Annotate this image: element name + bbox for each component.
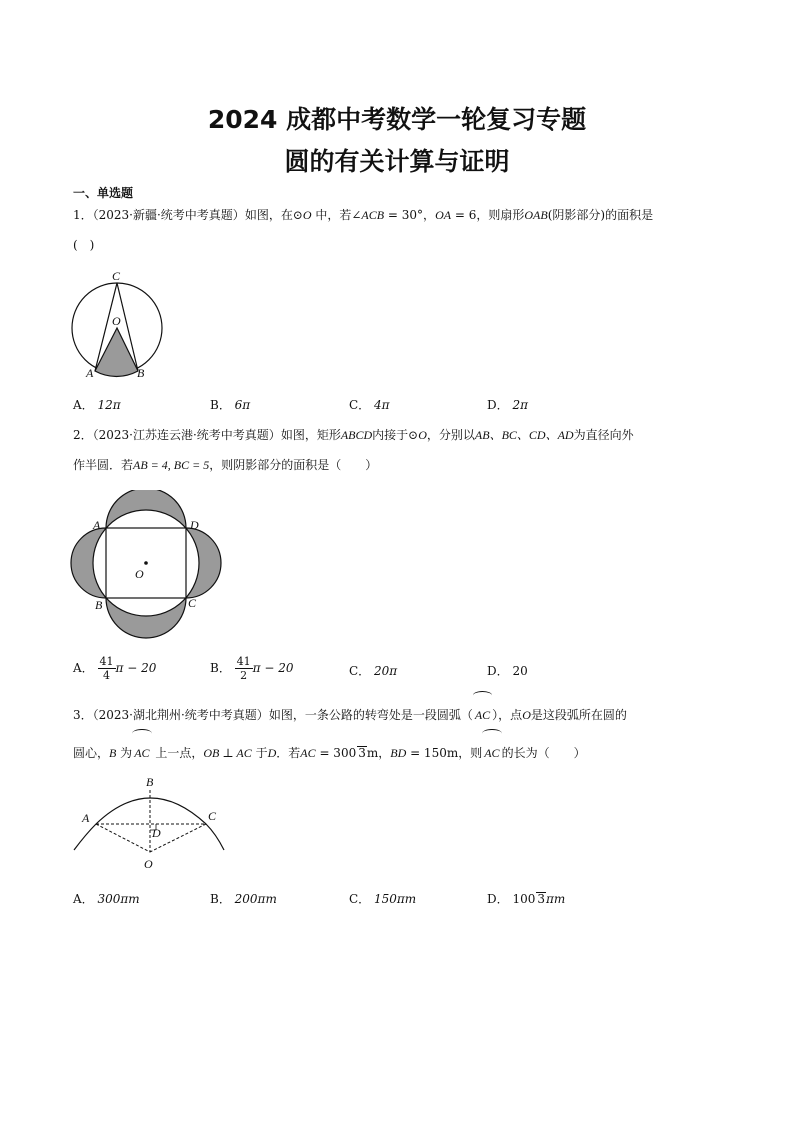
option-b[interactable]: B． 200πm xyxy=(210,892,277,906)
option-a[interactable]: A． $\frac{41}{4}$ π − 20 xyxy=(73,655,157,682)
point-label-a: A xyxy=(93,518,101,532)
question-text: ．若 xyxy=(276,746,301,760)
question-text: 的长为（ ） xyxy=(501,746,586,760)
option-d[interactable]: D． 20 xyxy=(487,664,528,678)
option-b[interactable]: B． $\frac{41}{2}$ π − 20 xyxy=(210,655,294,682)
question-2-text xyxy=(73,420,723,480)
question-text: = 30°， xyxy=(384,208,436,222)
question-text: 圆心， xyxy=(73,746,110,760)
point-label-c: C xyxy=(188,596,197,610)
option-c[interactable]: C． 20π xyxy=(349,664,398,678)
math-symbol: AB = 4, BC = 5 xyxy=(133,458,210,472)
point-label-b: B xyxy=(95,598,103,612)
question-number: 1． xyxy=(73,208,93,222)
question-text: 内接于⊙ xyxy=(372,428,419,442)
option-c[interactable]: C． 150πm xyxy=(349,892,417,906)
point-label-a: A xyxy=(86,366,94,380)
math-symbol: O xyxy=(522,708,531,722)
question-text: 为直径向外 xyxy=(573,428,634,442)
question-text: (阴影部分)的面积是 xyxy=(547,208,654,222)
question-text: 如图，在⊙ xyxy=(244,208,303,222)
question-text: = 150m，则 xyxy=(406,746,483,760)
option-d[interactable]: D． 100 3πm xyxy=(487,892,566,906)
question-source: （2023·湖北荆州·统考中考真题） xyxy=(92,708,269,722)
question-text: 于 xyxy=(251,746,268,760)
point-label-c: C xyxy=(112,269,121,283)
point-label-d: D xyxy=(152,826,161,840)
math-symbol: B xyxy=(109,746,117,760)
math-symbol: O xyxy=(302,208,312,222)
question-source: （2023·新疆·统考中考真题） xyxy=(92,208,245,222)
question-text: m， xyxy=(366,746,391,760)
question-text: 如图，矩形 xyxy=(280,428,341,442)
question-text: = 6，则扇形 xyxy=(451,208,525,222)
arc-symbol: AC xyxy=(132,734,151,772)
point-label-a: A xyxy=(82,811,90,825)
question-text: 作半圆．若 xyxy=(73,458,134,472)
point-label-c: C xyxy=(208,809,217,823)
math-symbol: OAB xyxy=(524,208,548,222)
math-symbol: ACB xyxy=(361,208,385,222)
point-label-o: O xyxy=(144,857,153,871)
point-label-d: D xyxy=(190,518,199,532)
option-a[interactable]: A． 300πm xyxy=(73,892,140,906)
section-heading: 一、单选题 xyxy=(73,186,134,200)
point-label-b: B xyxy=(146,775,154,789)
question-1-text xyxy=(73,200,723,260)
point-label-o: O xyxy=(135,567,144,581)
question-number: 3． xyxy=(73,708,93,722)
question-text: 为 xyxy=(116,746,133,760)
point-label-o: O xyxy=(112,314,121,328)
option-a[interactable]: A． 12π xyxy=(73,398,121,412)
arc-symbol: AC xyxy=(473,696,492,734)
option-d[interactable]: D． 2π xyxy=(487,398,528,412)
question-3-text xyxy=(73,696,723,772)
arc-symbol: AC xyxy=(482,734,501,772)
sqrt-value: 3 xyxy=(358,746,366,760)
question-text: 如图，一条公路的转弯处是一段圆弧（ xyxy=(268,708,473,722)
option-c[interactable]: C． 4π xyxy=(349,398,390,412)
math-symbol: BD xyxy=(390,746,407,760)
math-symbol: AB、BC、CD、AD xyxy=(474,428,574,442)
question-source: （2023·江苏连云港·统考中考真题） xyxy=(92,428,281,442)
math-symbol: OA xyxy=(435,208,452,222)
math-symbol: D xyxy=(267,746,277,760)
page-subtitle: 圆的有关计算与证明 xyxy=(284,147,510,176)
figure-rectangle-semicircles xyxy=(62,490,232,650)
math-symbol: ABCD xyxy=(340,428,373,442)
option-b[interactable]: B． 6π xyxy=(210,398,251,412)
math-symbol: AC xyxy=(300,746,316,760)
question-text: 是这段弧所在圆的 xyxy=(530,708,627,722)
math-symbol: OB ⊥ AC xyxy=(203,746,252,760)
question-text: ，分别以 xyxy=(426,428,475,442)
page-title: 2024 成都中考数学一轮复习专题 xyxy=(207,105,587,134)
question-text: ），点 xyxy=(492,708,523,722)
figure-circle-sector xyxy=(60,262,180,384)
question-text: 中，若∠ xyxy=(311,208,362,222)
question-number: 2． xyxy=(73,428,93,442)
answer-paren: ( ) xyxy=(73,238,95,252)
point-label-b: B xyxy=(137,366,145,380)
math-symbol: O xyxy=(418,428,427,442)
question-text: 上一点， xyxy=(151,746,204,760)
question-text: ，则阴影部分的面积是（ ） xyxy=(209,458,378,472)
question-text: = 300 xyxy=(315,746,357,760)
figure-road-arc xyxy=(66,772,236,876)
